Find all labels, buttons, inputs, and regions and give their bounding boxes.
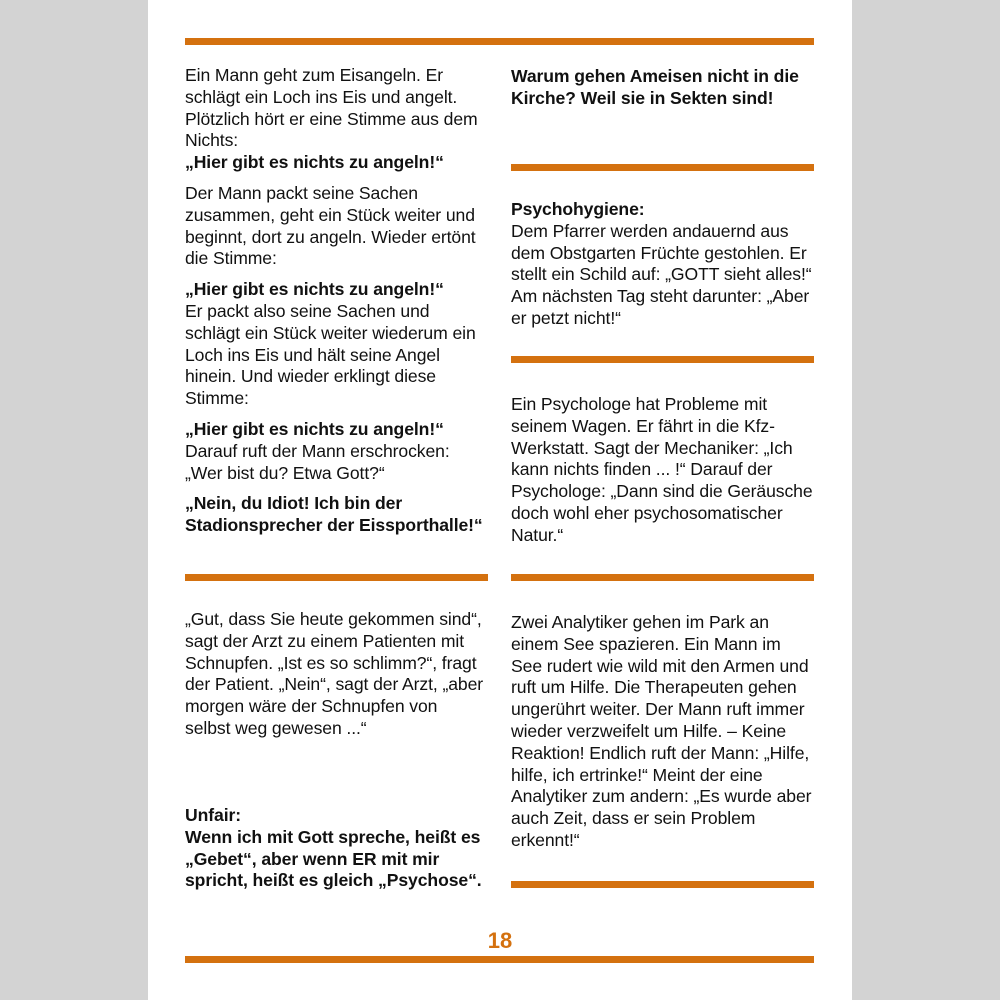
psychologe-text: Ein Psychologe hat Probleme mit seinem Wagen. Er fährt in die Kfz-Werkstatt. Sagt der Mechaniker: „Ich kann nichts finden ... !“ Darauf der Psychologe: „Dann sind die Geräusche doch wohl eher psychosomatischer Natur.“ [511,394,813,545]
eisangeln-paragraph-2: Der Mann packt seine Sachen zusammen, geht ein Stück weiter und beginnt, dort zu angeln. Wieder ertönt die Stimme: [185,182,476,269]
eisangeln-quote-1: „Hier gibt es nichts zu angeln!“ [185,152,444,173]
joke-ameisen [511,66,807,110]
schnupfen-text: „Gut, dass Sie heute gekommen sind“, sagt der Arzt zu einem Patienten mit Schnupfen. „Ist es so schlimm?“, fragt der Patient. „Nein“, sagt der Arzt, „aber morgen wäre der Schnupfen von selbst weg gewesen ...“ [185,609,484,738]
joke-analytiker [511,612,814,852]
eisangeln-paragraph-4: Darauf ruft der Mann erschrocken: „Wer bist du? Etwa Gott?“ [185,440,450,483]
page-number: 18 [487,928,513,953]
book-page [148,0,852,1000]
unfair-title: Unfair: [185,805,241,825]
ameisen-text: Warum gehen Ameisen nicht in die Kirche? Weil sie in Sekten sind! [511,66,799,108]
joke-schnupfen [185,609,485,740]
divider-left-middle [185,574,488,581]
divider-right-2 [511,356,814,363]
eisangeln-paragraph-1: Ein Mann geht zum Eisangeln. Er schlägt ein Loch ins Eis und angelt. Plötzlich hört er eine Stimme aus dem Nichts: [185,65,478,151]
divider-right-bottom [511,881,814,888]
divider-right-1 [511,164,814,171]
analytiker-text: Zwei Analytiker gehen im Park an einem See spazieren. Ein Mann im See rudert wie wild mit den Armen und ruft um Hilfe. Die Therapeuten gehen ungerührt weiter. Der Mann ruft immer wieder verzweifelt um Hilfe. – Keine Reaktion! Endlich ruft der Mann: „Hilfe, hilfe, ich ertrinke!“ Meint der eine Analytiker zum andern: „Es wurde aber auch Zeit, dass er sein Problem erkennt!“ [511,612,812,850]
joke-psychologe [511,394,814,547]
joke-psychohygiene [511,199,814,330]
joke-unfair [185,805,495,892]
divider-right-middle [511,574,814,581]
bottom-rule [185,956,814,963]
eisangeln-quote-3: „Hier gibt es nichts zu angeln!“ [185,418,444,439]
psychohygiene-title: Psychohygiene: [511,199,645,219]
eisangeln-paragraph-3: Er packt also seine Sachen und schlägt ein Stück weiter wiederum ein Loch ins Eis und hält seine Angel hinein. Und wieder erklingt diese Stimme: [185,300,476,409]
eisangeln-punchline: „Nein, du Idiot! Ich bin der Stadionsprecher der Eissporthalle!“ [185,493,483,536]
top-rule [185,38,814,45]
joke-eisangeln [185,65,485,537]
psychohygiene-text: Dem Pfarrer werden andauernd aus dem Obstgarten Früchte gestohlen. Er stellt ein Schild auf: „GOTT sieht alles!“ Am nächsten Tag steht darunter: „Aber er petzt nicht!“ [511,220,812,328]
eisangeln-quote-2: „Hier gibt es nichts zu angeln!“ [185,279,444,300]
unfair-text: Wenn ich mit Gott spreche, heißt es „Gebet“, aber wenn ER mit mir spricht, heißt es gleich „Psychose“. [185,826,482,891]
